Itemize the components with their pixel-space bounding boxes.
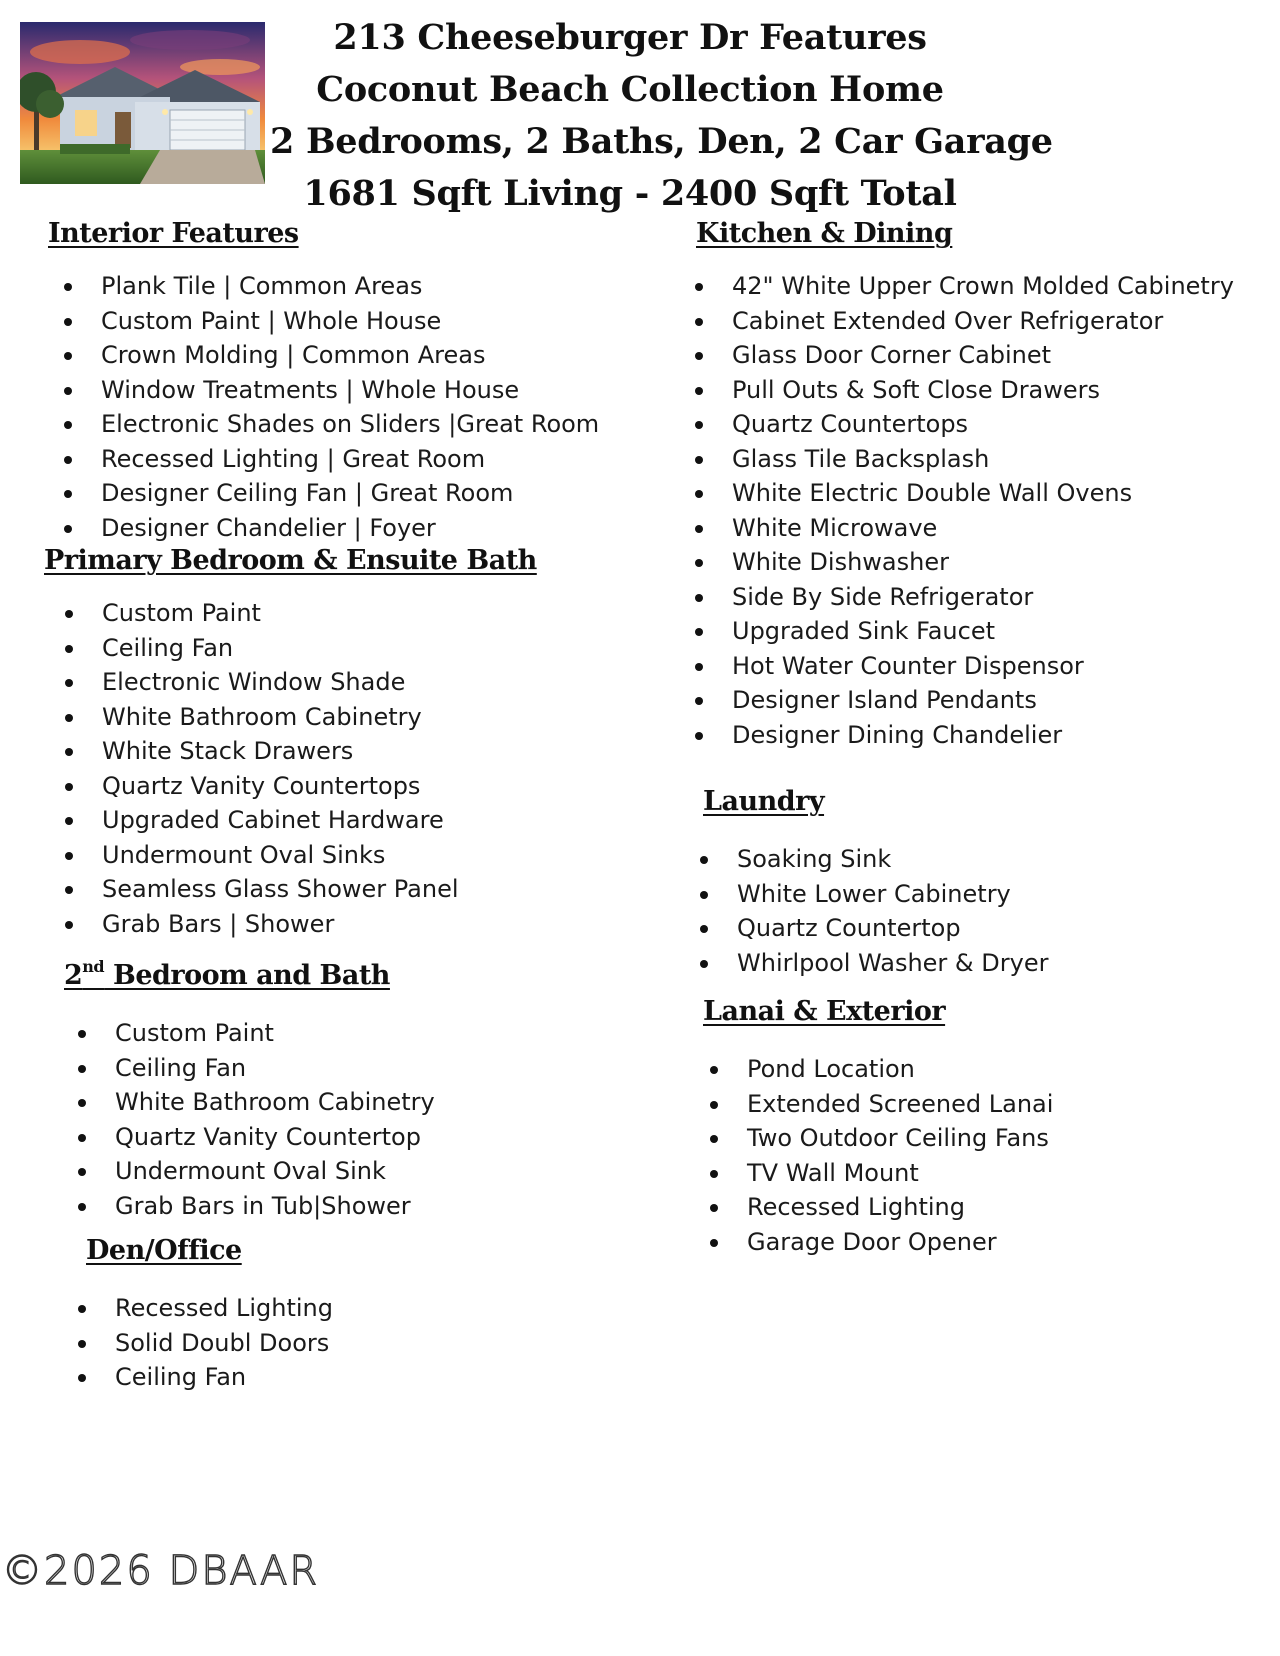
list-item: 42" White Upper Crown Molded Cabinetry (689, 269, 1234, 304)
list-item: Pull Outs & Soft Close Drawers (689, 373, 1234, 408)
list-item: White Microwave (689, 511, 1234, 546)
house-photo-illustration (20, 22, 265, 184)
list-item: Designer Dining Chandelier (689, 718, 1234, 753)
list-item: Side By Side Refrigerator (689, 580, 1234, 615)
list-item: Quartz Vanity Countertops (59, 769, 459, 804)
list-item: Recessed Lighting | Great Room (58, 442, 599, 477)
list-item: Designer Chandelier | Foyer (58, 511, 599, 546)
list-item: Upgraded Sink Faucet (689, 614, 1234, 649)
list-item: Custom Paint (72, 1016, 435, 1051)
kitchen-dining-list (689, 269, 1234, 752)
list-item: Glass Door Corner Cabinet (689, 338, 1234, 373)
interior-features-list (58, 269, 599, 545)
square-footage: 1681 Sqft Living - 2400 Sqft Total (303, 173, 957, 214)
list-item: White Electric Double Wall Ovens (689, 476, 1234, 511)
list-item: Grab Bars | Shower (59, 907, 459, 942)
list-item: White Dishwasher (689, 545, 1234, 580)
list-item: Two Outdoor Ceiling Fans (704, 1121, 1053, 1156)
list-item: Undermount Oval Sinks (59, 838, 459, 873)
lanai-exterior-list (704, 1052, 1053, 1259)
list-item: Ceiling Fan (72, 1360, 333, 1395)
listing-address-title: 213 Cheeseburger Dr Features (333, 17, 927, 58)
second-bedroom-title (64, 957, 390, 991)
list-item: Recessed Lighting (72, 1291, 333, 1326)
listing-header (270, 12, 1053, 220)
list-item: Pond Location (704, 1052, 1053, 1087)
list-item: Solid Doubl Doors (72, 1326, 333, 1361)
list-item: Quartz Countertop (694, 911, 1048, 946)
laundry-list (694, 842, 1048, 980)
list-item: White Bathroom Cabinetry (72, 1085, 435, 1120)
laundry-title: Laundry (703, 786, 825, 817)
room-summary: 2 Bedrooms, 2 Baths, Den, 2 Car Garage (270, 121, 1053, 162)
list-item: Glass Tile Backsplash (689, 442, 1234, 477)
primary-bedroom-list (59, 596, 459, 941)
list-item: Cabinet Extended Over Refrigerator (689, 304, 1234, 339)
copyright-watermark: ©2026 DBAAR (2, 1548, 320, 1594)
second-bedroom-title-text: Bedroom and Bath (104, 960, 390, 991)
list-item: Grab Bars in Tub|Shower (72, 1189, 435, 1224)
list-item: Electronic Shades on Sliders |Great Room (58, 407, 599, 442)
list-item: Custom Paint (59, 596, 459, 631)
list-item: White Stack Drawers (59, 734, 459, 769)
second-bedroom-list (72, 1016, 435, 1223)
kitchen-dining-title: Kitchen & Dining (696, 218, 953, 249)
list-item: Extended Screened Lanai (704, 1087, 1053, 1122)
list-item: Quartz Countertops (689, 407, 1234, 442)
list-item: Designer Ceiling Fan | Great Room (58, 476, 599, 511)
list-item: Plank Tile | Common Areas (58, 269, 599, 304)
den-office-list (72, 1291, 333, 1395)
list-item: White Lower Cabinetry (694, 877, 1048, 912)
list-item: Hot Water Counter Dispensor (689, 649, 1234, 684)
list-item: Window Treatments | Whole House (58, 373, 599, 408)
house-photo (20, 22, 265, 184)
lanai-exterior-title: Lanai & Exterior (703, 996, 946, 1027)
collection-name: Coconut Beach Collection Home (316, 69, 944, 110)
list-item: Recessed Lighting (704, 1190, 1053, 1225)
list-item: Ceiling Fan (72, 1051, 435, 1086)
second-bedroom-title-number: 2 (64, 960, 83, 991)
list-item: Ceiling Fan (59, 631, 459, 666)
list-item: Seamless Glass Shower Panel (59, 872, 459, 907)
list-item: Electronic Window Shade (59, 665, 459, 700)
list-item: Upgraded Cabinet Hardware (59, 803, 459, 838)
list-item: Garage Door Opener (704, 1225, 1053, 1260)
den-office-title: Den/Office (86, 1235, 242, 1266)
list-item: Undermount Oval Sink (72, 1154, 435, 1189)
list-item: Quartz Vanity Countertop (72, 1120, 435, 1155)
interior-features-title: Interior Features (48, 218, 299, 249)
list-item: Soaking Sink (694, 842, 1048, 877)
list-item: White Bathroom Cabinetry (59, 700, 459, 735)
primary-bedroom-title: Primary Bedroom & Ensuite Bath (44, 545, 537, 576)
list-item: Crown Molding | Common Areas (58, 338, 599, 373)
list-item: Designer Island Pendants (689, 683, 1234, 718)
second-bedroom-title-ordinal: nd (82, 957, 105, 976)
list-item: Custom Paint | Whole House (58, 304, 599, 339)
list-item: Whirlpool Washer & Dryer (694, 946, 1048, 981)
list-item: TV Wall Mount (704, 1156, 1053, 1191)
